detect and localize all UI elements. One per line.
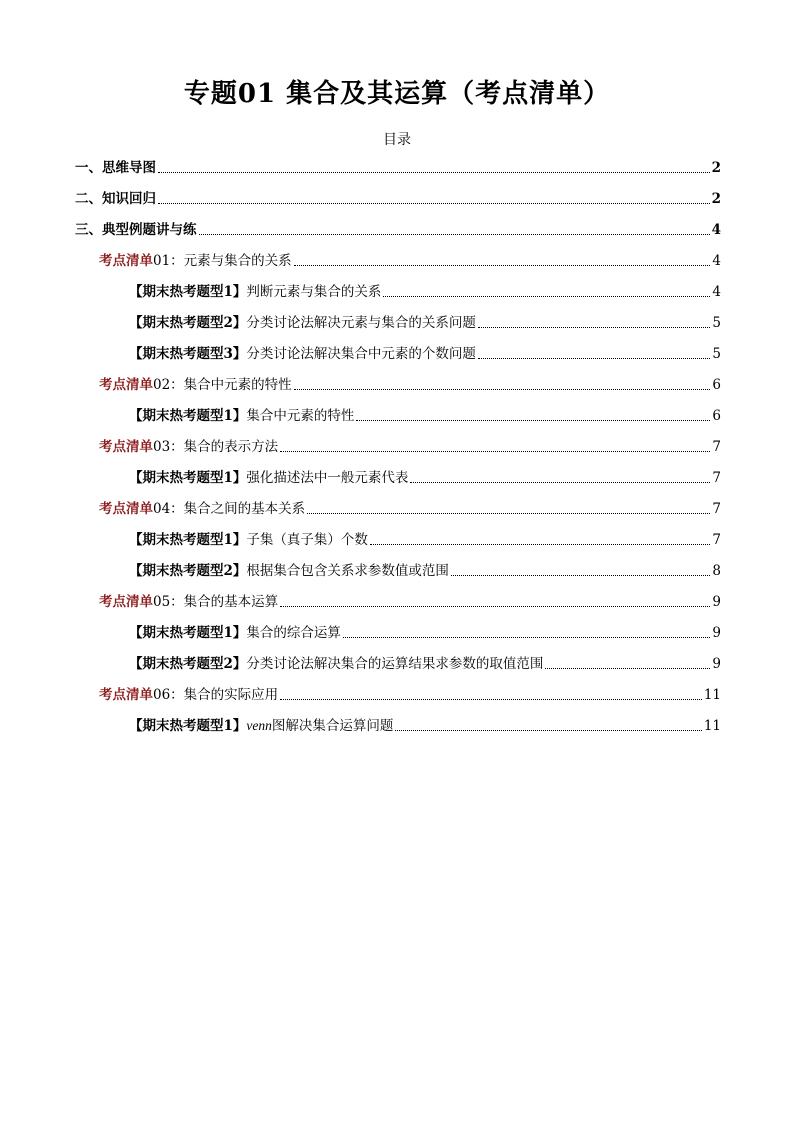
toc-dot-leader — [451, 574, 711, 576]
toc-entry-prefix: 考点清单 — [99, 253, 153, 269]
toc-entry-text: 二、知识回归 — [75, 191, 156, 207]
toc-entry-tag: 【期末热考题型1】 — [129, 532, 247, 548]
toc-entry-tag: 【期末热考题型1】 — [129, 625, 247, 641]
toc-entry-text: 分类讨论法解决集合中元素的个数问题 — [246, 346, 476, 362]
toc-entry[interactable] — [75, 615, 721, 646]
toc-dot-leader — [478, 357, 711, 359]
toc-page-number: 7 — [712, 470, 721, 486]
toc-entry-tag: 【期末热考题型1】 — [129, 284, 247, 300]
toc-entry-text: 三、典型例题讲与练 — [75, 222, 197, 238]
toc-entry-text: 03：集合的表示方法 — [153, 439, 279, 455]
toc-entry[interactable] — [75, 522, 721, 553]
toc-entry-text: 06：集合的实际应用 — [153, 687, 279, 703]
toc-entry[interactable] — [75, 553, 721, 584]
toc-page-number: 5 — [712, 346, 721, 362]
toc-page-number: 6 — [712, 377, 721, 393]
toc-entry-text: 判断元素与集合的关系 — [246, 284, 382, 300]
toc-entry-tag: 【期末热考题型2】 — [129, 563, 247, 579]
toc-dot-leader — [294, 388, 711, 390]
toc-page-number: 6 — [712, 408, 721, 424]
toc-entry-text: 图解决集合运算问题 — [271, 718, 394, 734]
toc-entry-tag: 【期末热考题型2】 — [129, 315, 247, 331]
toc-entry[interactable] — [75, 677, 721, 708]
toc-dot-leader — [545, 667, 710, 669]
toc-dot-leader — [356, 419, 710, 421]
toc-dot-leader — [158, 202, 710, 204]
toc-entry[interactable] — [75, 646, 721, 677]
toc-entry[interactable] — [75, 367, 721, 398]
toc-entry[interactable] — [75, 584, 721, 615]
toc-entry[interactable] — [75, 460, 721, 491]
toc-entry-text: 强化描述法中一般元素代表 — [246, 470, 409, 486]
toc-entry-tag: 【期末热考题型1】 — [129, 408, 247, 424]
toc-dot-leader — [307, 512, 710, 514]
toc-entry-tag: 【期末热考题型1】 — [129, 718, 247, 734]
toc-page-number: 4 — [712, 284, 721, 300]
toc-entry[interactable] — [75, 181, 721, 212]
toc-dot-leader — [280, 450, 710, 452]
toc-entry[interactable] — [75, 243, 721, 274]
toc-entry-prefix: 考点清单 — [99, 501, 153, 517]
toc-entry-text: 分类讨论法解决集合的运算结果求参数的取值范围 — [246, 656, 544, 672]
toc-entry-prefix: 考点清单 — [99, 594, 153, 610]
toc-page-number: 7 — [712, 532, 721, 548]
toc-entry-text: 04：集合之间的基本关系 — [153, 501, 306, 517]
toc-entry-text: 一、思维导图 — [75, 160, 156, 176]
toc-dot-leader — [343, 636, 711, 638]
toc-entry-text: 集合中元素的特性 — [246, 408, 355, 424]
toc-page-number: 11 — [703, 718, 721, 734]
toc-entry-text: 01：元素与集合的关系 — [153, 253, 292, 269]
toc-entry-tag: 【期末热考题型1】 — [129, 470, 247, 486]
toc-dot-leader — [383, 295, 710, 297]
document-title: 专题01 集合及其运算（考点清单） — [183, 79, 611, 109]
toc-entry-text: 分类讨论法解决元素与集合的关系问题 — [246, 315, 476, 331]
toc-dot-leader — [280, 605, 710, 607]
toc-entry-prefix: 考点清单 — [99, 377, 153, 393]
toc-page-number: 4 — [712, 253, 721, 269]
toc-dot-leader — [158, 171, 710, 173]
toc-entry[interactable] — [75, 708, 721, 739]
toc-entry[interactable] — [75, 274, 721, 305]
toc-dot-leader — [370, 543, 711, 545]
toc-dot-leader — [294, 264, 711, 266]
toc-entry-prefix: 考点清单 — [99, 687, 153, 703]
toc-page-number: 8 — [712, 563, 721, 579]
toc-page-number: 9 — [712, 594, 721, 610]
toc-entry[interactable] — [75, 212, 721, 243]
toc-page-number: 2 — [711, 191, 721, 207]
toc-page-number: 7 — [712, 501, 721, 517]
toc-entry-italic-term: venn — [246, 718, 272, 733]
toc-page-number: 2 — [711, 160, 721, 176]
toc-entry-text: 02：集合中元素的特性 — [153, 377, 292, 393]
toc-page-number: 9 — [712, 656, 721, 672]
toc-entry-text: 根据集合包含关系求参数值或范围 — [246, 563, 449, 579]
toc-entry[interactable] — [75, 398, 721, 429]
toc-dot-leader — [280, 698, 702, 700]
toc-entry-text: 子集（真子集）个数 — [246, 532, 368, 548]
toc-page-number: 4 — [711, 222, 721, 238]
toc-entry-prefix: 考点清单 — [99, 439, 153, 455]
toc-entry[interactable] — [75, 429, 721, 460]
toc-entry[interactable] — [75, 305, 721, 336]
toc-entry-text: 05：集合的基本运算 — [153, 594, 279, 610]
toc-heading: 目录 — [383, 132, 411, 148]
toc-dot-leader — [410, 481, 710, 483]
toc-entry[interactable] — [75, 336, 721, 367]
toc-entry[interactable] — [75, 150, 721, 181]
toc-dot-leader — [199, 233, 710, 235]
toc-page-number: 11 — [703, 687, 721, 703]
toc-dot-leader — [478, 326, 711, 328]
toc-page-number: 7 — [712, 439, 721, 455]
toc-page-number: 5 — [712, 315, 721, 331]
toc-dot-leader — [395, 729, 701, 731]
toc-entry[interactable] — [75, 491, 721, 522]
toc-entry-tag: 【期末热考题型2】 — [129, 656, 247, 672]
toc-page-number: 9 — [712, 625, 721, 641]
toc-entry-tag: 【期末热考题型3】 — [129, 346, 247, 362]
toc-entry-text: 集合的综合运算 — [246, 625, 341, 641]
table-of-contents — [75, 150, 721, 739]
